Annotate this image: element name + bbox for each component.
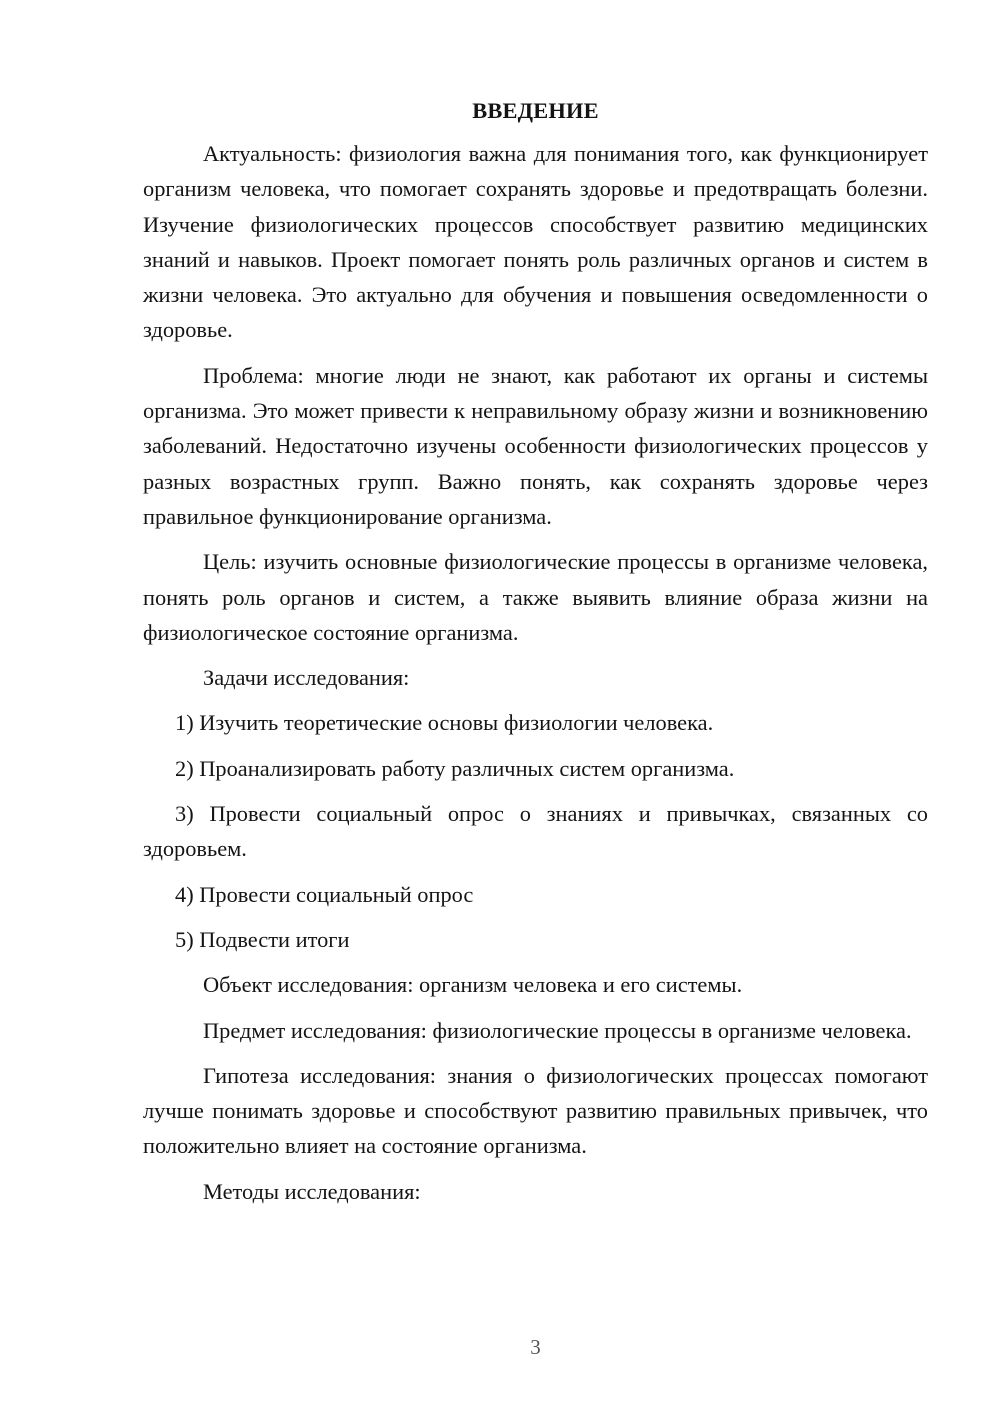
relevance-paragraph: Актуальность: физиология важна для понимания того, как функционирует организм человека, что помогает сохранять здоровье и предотвращать болезни. Изучение физиологических процессов способствует развитию медицинских знаний и навыков. Проект помогает понять роль различных органов и систем в жизни человека. Это актуально для обучения и повышения осведомленности о здоровье. [143, 141, 928, 343]
subject-paragraph: Предмет исследования: физиологические процессы в организме человека. [203, 1017, 912, 1043]
methods-title: Методы исследования: [203, 1178, 421, 1204]
task-item-2: 2) Проанализировать работу различных систем организма. [175, 755, 735, 781]
task-item-5: 5) Подвести итоги [175, 926, 350, 952]
task-item-4: 4) Провести социальный опрос [175, 881, 474, 907]
task-item-3: 3) Провести социальный опрос о знаниях и привычках, связанных со здоровьем. [143, 801, 928, 862]
page-number: 3 [530, 1335, 541, 1359]
object-paragraph: Объект исследования: организм человека и его системы. [203, 972, 743, 998]
document-body [143, 96, 928, 1219]
task-item-1: 1) Изучить теоретические основы физиологии человека. [175, 710, 714, 736]
hypothesis-paragraph: Гипотеза исследования: знания о физиологических процессах помогают лучше понимать здоровье и способствуют развитию правильных привычек, что положительно влияет на состояние организма. [143, 1062, 928, 1159]
section-heading: ВВЕДЕНИЕ [472, 98, 599, 123]
problem-paragraph: Проблема: многие люди не знают, как работают их органы и системы организма. Это может привести к неправильному образу жизни и возникновению заболеваний. Недостаточно изучены особенности физиологических процессов у разных возрастных групп. Важно понять, как сохранять здоровье через правильное функционирование организма. [143, 362, 928, 529]
goal-paragraph: Цель: изучить основные физиологические процессы в организме человека, понять роль органов и систем, а также выявить влияние образа жизни на физиологическое состояние организма. [143, 549, 928, 645]
tasks-title: Задачи исследования: [203, 665, 410, 691]
